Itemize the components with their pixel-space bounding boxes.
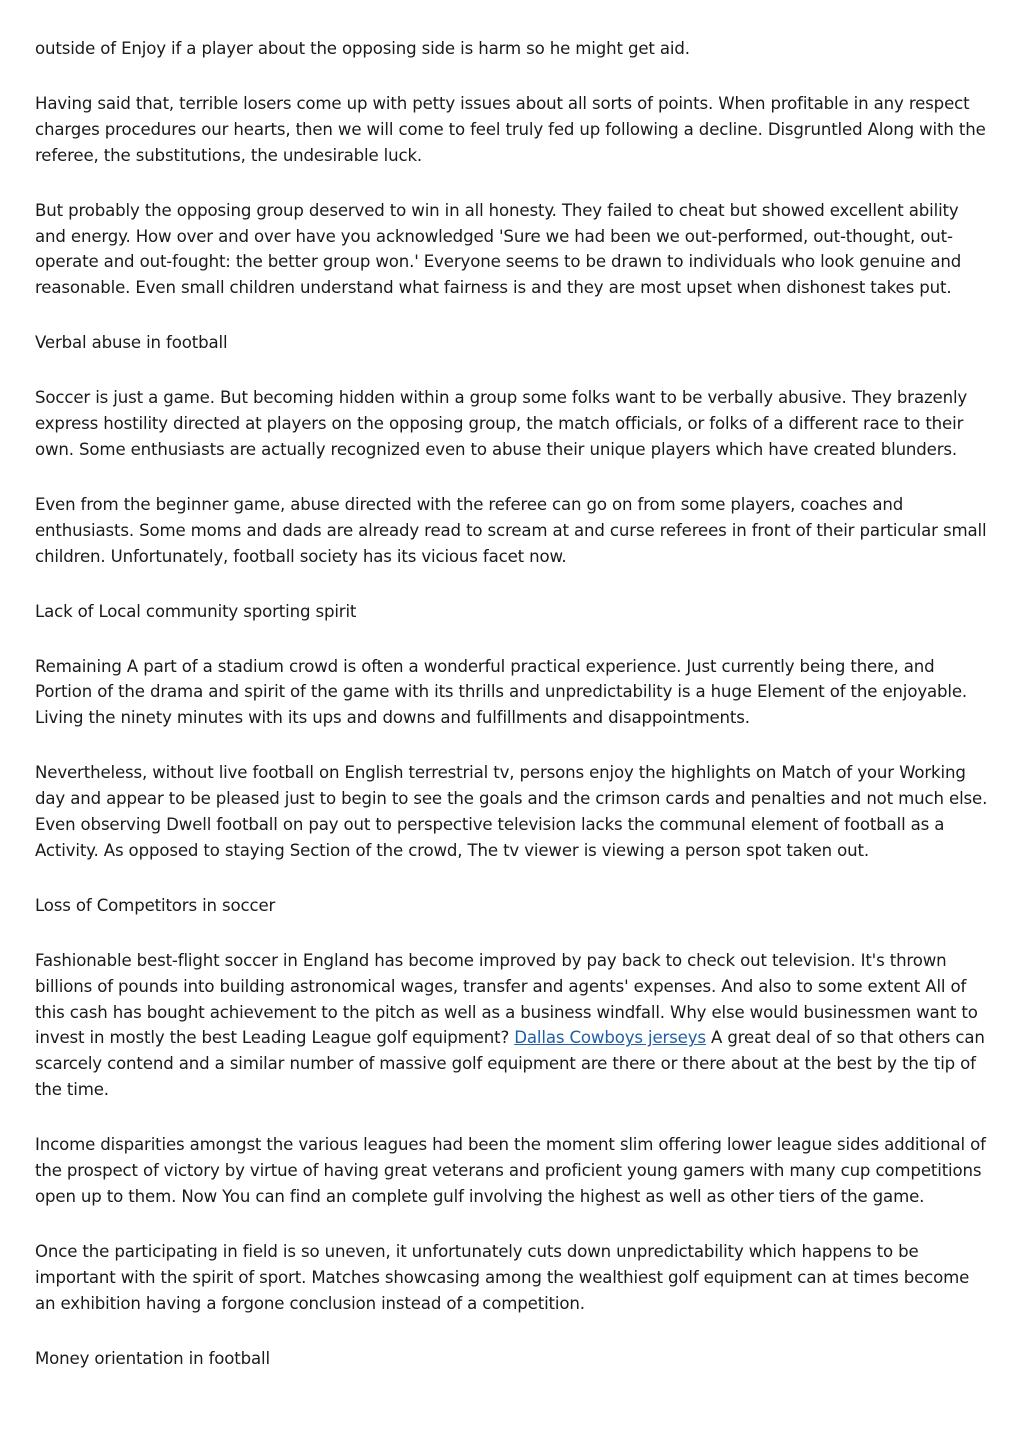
paragraph-5: Soccer is just a game. But becoming hidden within a group some folks want to be verbally abusive. They brazenly express hostility directed at players on the opposing group, the match officials, or folks of a different race to their own. Some enthusiasts are actually recognized even to abuse their unique players which have created blunders. [35, 388, 968, 459]
paragraph-8: Remaining A part of a stadium crowd is often a wonderful practical experience. Just currently being there, and Portion of the drama and spirit of the game with its thrills and unpredictability is a huge Element of the enjoyable. Living the ninety minutes with its ups and downs and fulfillments and disappointments. [35, 656, 968, 728]
paragraph-11-after: A great deal of so that others can scarcely contend and a similar number of massive golf equipment are there or there about at the best by the tip of the time. [35, 1028, 985, 1100]
paragraph-9: Nevertheless, without live football on English terrestrial tv, persons enjoy the highlights on Match of your Working day and appear to be pleased just to begin to see the goals and the crimson cards and penalties and not much else. Even observing Dwell football on pay out to perspective television lacks the communal element of football as a Activity. As opposed to staying Section of the crowd, The tv viewer is viewing a person spot taken out. [35, 763, 988, 860]
section-heading-loss-of-competitors: Loss of Competitors in soccer [35, 895, 276, 915]
paragraph-2: Having said that, terrible losers come up with petty issues about all sorts of points. When profitable in any respect charges procedures our hearts, then we will come to feel truly fed up following a decline. Disgruntled Along with the referee, the substitutions, the undesirable luck. [35, 93, 986, 165]
paragraph-6: Even from the beginner game, abuse directed with the referee can go on from some players, coaches and enthusiasts. Some moms and dads are already read to scream at and curse referees in front of their particular small children. Unfortunately, football society has its vicious facet now. [35, 494, 987, 566]
paragraph-12: Income disparities amongst the various leagues had been the moment slim offering lower league sides additional of the prospect of victory by virtue of having great veterans and proficient young gamers with many cup competitions open up to them. Now You can find an complete gulf involving the highest as well as other tiers of the game. [35, 1135, 986, 1206]
paragraph-11 [35, 948, 993, 1103]
section-heading-lack-of-spirit: Lack of Local community sporting spirit [35, 601, 357, 621]
document-body [35, 36, 993, 1401]
paragraph-11-before: Fashionable best-flight soccer in England has become improved by pay back to check out television. It's thrown billions of pounds into building astronomical wages, transfer and agents' expenses. And also to some extent All of this cash has bought achievement to the pitch as well as a business windfall. Why else would businessmen want to invest in mostly the best Leading League golf equipment? [35, 950, 978, 1048]
section-heading-money-orientation: Money orientation in football [35, 1348, 270, 1368]
dallas-cowboys-jerseys-link[interactable]: Dallas Cowboys jerseys [514, 1028, 706, 1048]
paragraph-13: Once the participating in field is so uneven, it unfortunately cuts down unpredictability which happens to be important with the spirit of sport. Matches showcasing among the wealthiest golf equipment can at times become an exhibition having a forgone conclusion instead of a competition. [35, 1241, 970, 1313]
paragraph-1: outside of Enjoy if a player about the opposing side is harm so he might get aid. [35, 39, 690, 58]
paragraph-3: But probably the opposing group deserved to win in all honesty. They failed to cheat but showed excellent ability and energy. How over and over have you acknowledged 'Sure we had been we out-performed, out-thought, out-operate and out-fought: the better group won.' Everyone seems to be drawn to individuals who look genuine and reasonable. Even small children understand what fairness is and they are most upset when dishonest takes put. [35, 200, 962, 298]
section-heading-verbal-abuse: Verbal abuse in football [35, 333, 228, 353]
